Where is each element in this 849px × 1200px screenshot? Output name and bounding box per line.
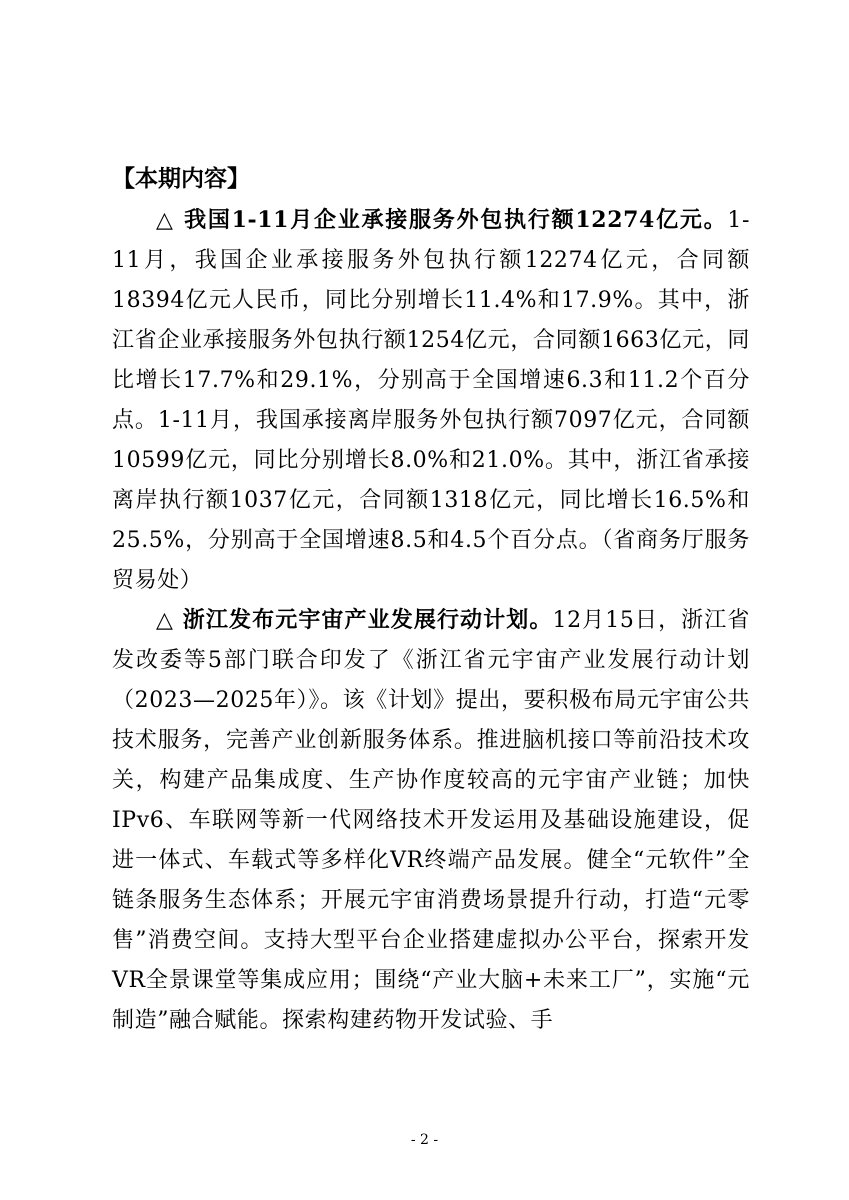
- news-item-marker: △: [156, 607, 183, 633]
- news-item-marker: △: [156, 207, 185, 233]
- news-item-headline: 我国1-11月企业承接服务外包执行额12274亿元。: [184, 207, 728, 233]
- section-title: 【本期内容】: [112, 165, 250, 192]
- news-item-body: 1-11月，我国企业承接服务外包执行额12274亿元，合同额18394亿元人民币，同比分别增长11.4%和17.9%。其中，浙江省企业承接服务外包执行额1254亿元，合同额1663亿元，同比增长17.7%和29.1%，分别高于全国增速6.3和11.2个百分点。1-11月，我国承接离岸服务外包执行额7097亿元，合同额10599亿元，同比分别增长8.0%和21.0%。其中，浙江省承接离岸执行额1037亿元，合同额1318亿元，同比增长16.5%和25.5%，分别高于全国增速8.5和4.5个百分点。（省商务厅服务贸易处）: [112, 208, 750, 593]
- news-item-metaverse-plan: [112, 600, 750, 1041]
- news-item-service-outsourcing: [112, 200, 750, 601]
- news-item-headline: 浙江发布元宇宙产业发展行动计划。: [182, 607, 553, 633]
- page-number: - 2 -: [410, 1132, 439, 1148]
- news-item-body: 12月15日，浙江省发改委等5部门联合印发了《浙江省元宇宙产业发展行动计划（2023—2025年）》。该《计划》提出，要积极布局元宇宙公共技术服务，完善产业创新服务体系。推进脑机接口等前沿技术攻关，构建产品集成度、生产协作度较高的元宇宙产业链；加快IPv6、车联网等新一代网络技术开发运用及基础设施建设，促进一体式、车载式等多样化VR终端产品发展。健全“元软件”全链条服务生态体系；开展元宇宙消费场景提升行动，打造“元零售”消费空间。支持大型平台企业搭建虚拟办公平台，探索开发VR全景课堂等集成应用；围绕“产业大脑+未来工厂”，实施“元制造”融合赋能。探索构建药物开发试验、手: [112, 608, 750, 1033]
